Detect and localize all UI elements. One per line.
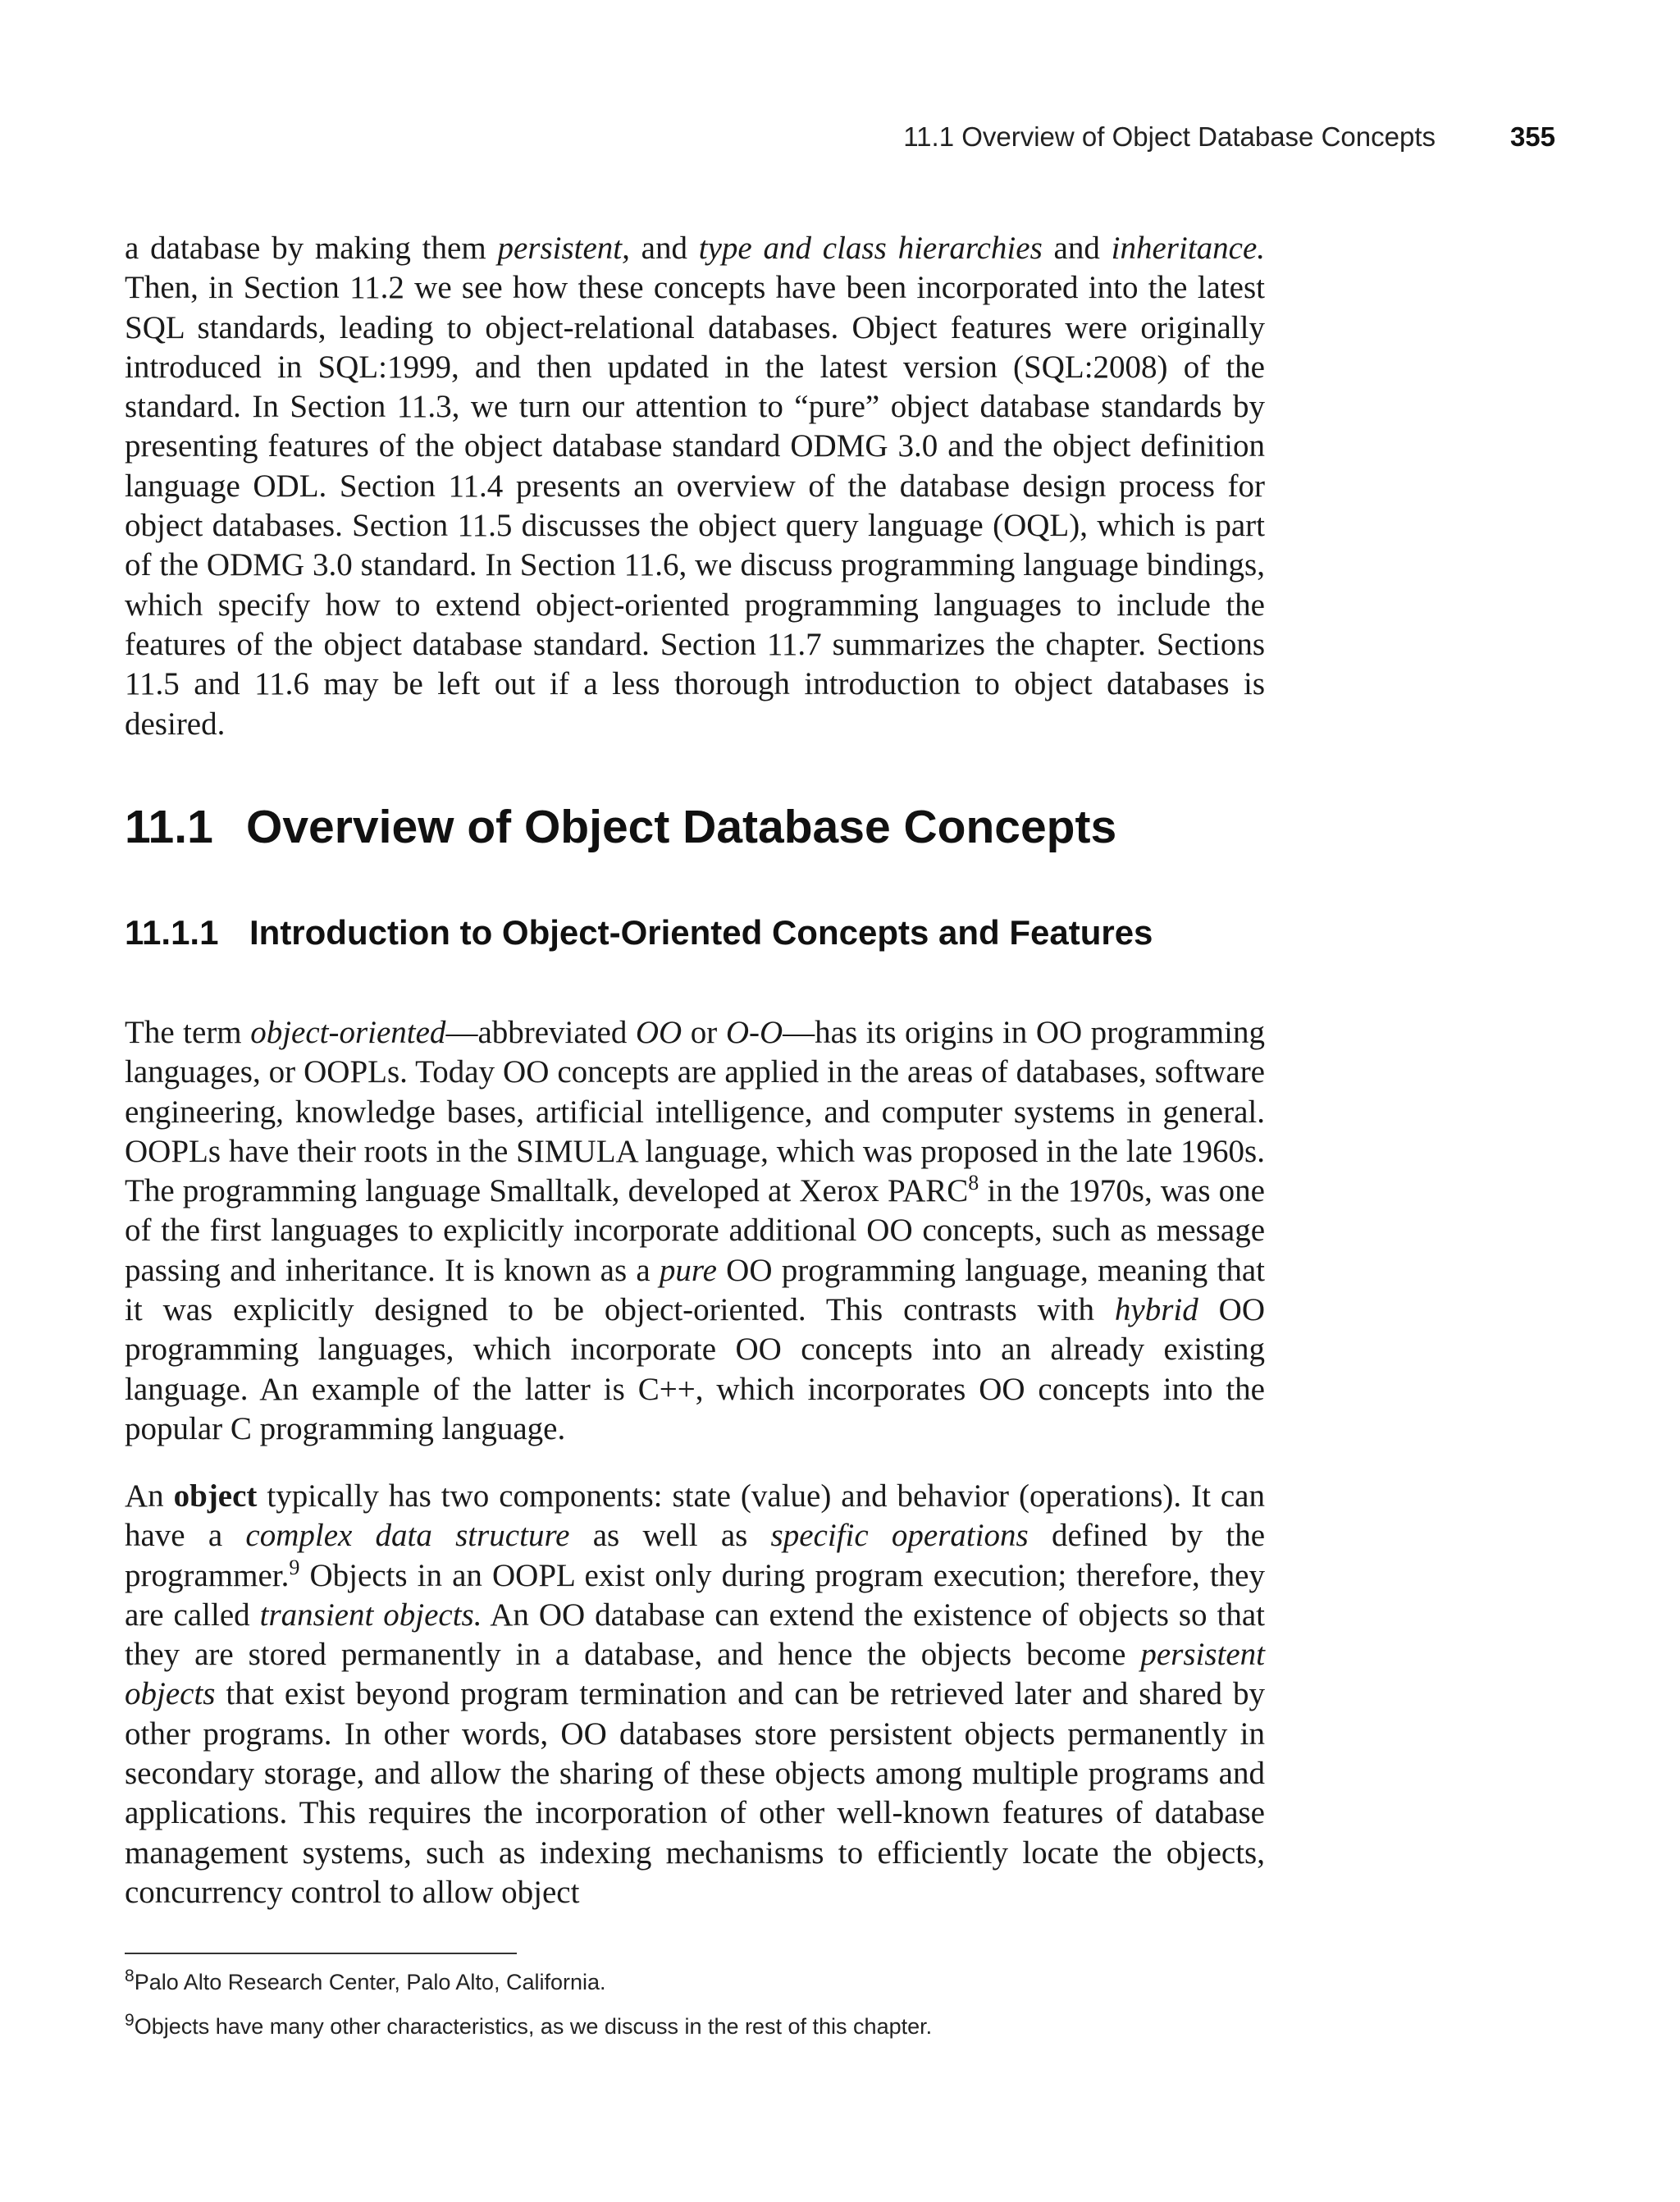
emphasis: type and class hierarchies [698,231,1043,266]
subsection-title: Introduction to Object-Oriented Concepts and Features [249,913,1153,952]
section-heading [125,800,1116,854]
emphasis: persistent, [497,231,630,266]
emphasis: complex data structure [245,1518,570,1554]
emphasis: specific operations [770,1518,1029,1554]
emphasis: O-O [725,1015,783,1050]
running-head-title: 11.1 Overview of Object Database Concepts [903,121,1436,152]
footnote-text: Objects have many other characteristics, as we discuss in the rest of this chapter. [134,2014,933,2039]
footnote-9 [125,2011,1265,2040]
emphasis: OO [635,1015,682,1050]
footnote-mark: 8 [125,1967,135,1985]
emphasis: object-oriented [250,1015,446,1050]
emphasis: persistent objects [125,1637,1265,1712]
emphasis: hybrid [1114,1292,1198,1328]
footnote-ref-9[interactable]: 9 [289,1555,300,1579]
subsection-number: 11.1.1 [125,913,219,952]
subsection-heading [125,913,1153,953]
key-term: object [173,1478,258,1514]
body-paragraph-oo-origins: The term object-oriented—abbreviated OO or O-O—has its origins in OO programming languages, or OOPLs. Today OO concepts are applied in the areas of databases, software engineering, knowledge bases, artificial intelligence, and computer systems in general. OOPLs have their roots in the SIMULA language, which was proposed in the late 1960s. The programming language Smalltalk, developed at Xerox PARC$^8$ in the 1970s, was one of the first languages to explicitly incorporate additional OO concepts, such as message passing and inheritance. It is known as a pure OO programming language, meaning that it was explicitly designed to be object-oriented. This contrasts with hybrid OO programming languages, which incorporate OO concepts into an already existing language. An example of the latter is C++, which incorporates OO concepts into the popular C programming language. [125,1015,1265,1446]
footnote-8 [125,1967,1265,1995]
page-number: 355 [1509,121,1555,152]
footnote-ref-8[interactable]: 8 [968,1171,979,1195]
emphasis: transient objects. [259,1597,482,1633]
section-number: 11.1 [125,801,213,853]
footnote-text: Palo Alto Research Center, Palo Alto, California. [134,1970,606,1994]
footnote-mark: 9 [125,2011,135,2030]
emphasis: pure [659,1252,717,1288]
running-head [0,121,1680,154]
section-title: Overview of Object Database Concepts [246,801,1117,853]
body-paragraph-objects: An object typically has two components: state (value) and behavior (operations). It can have a complex data structure as well as specific operations defined by the programmer.$^9$ Objects in an OOPL exist only during program execution; therefore, they are called transient objects. An OO database can extend the existence of objects so that they are stored permanently in a database, and hence the objects become persistent objects that exist beyond program termination and can be retrieved later and shared by other programs. In other words, OO databases store persistent objects permanently in secondary storage, and allow the sharing of these objects among multiple programs and applications. This requires the incorporation of other well-known features of database management systems, such as indexing mechanisms to efficiently locate the objects, concurrency control to allow object [125,1478,1266,1910]
intro-paragraph: a database by making them persistent, and type and class hierarchies and inheritance. Then, in Section 11.2 we see how these concepts have been incorporated into the latest SQL standards, leading to object-relational databases. Object features were originally introduced in SQL:1999, and then updated in the latest version (SQL:2008) of the standard. In Section 11.3, we turn our attention to “pure” object database standards by presenting features of the object database standard ODMG 3.0 and the object definition language ODL. Section 11.4 presents an overview of the database design process for object databases. Section 11.5 discusses the object query language (OQL), which is part of the ODMG 3.0 standard. In Section 11.6, we discuss programming language bindings, which specify how to extend object-oriented programming languages to include the features of the object database standard. Section 11.7 summarizes the chapter. Sections 11.5 and 11.6 may be left out if a less thorough introduction to object databases is desired. [125,231,1266,742]
emphasis: inheritance. [1111,231,1266,266]
footnote-divider [125,1953,517,1954]
